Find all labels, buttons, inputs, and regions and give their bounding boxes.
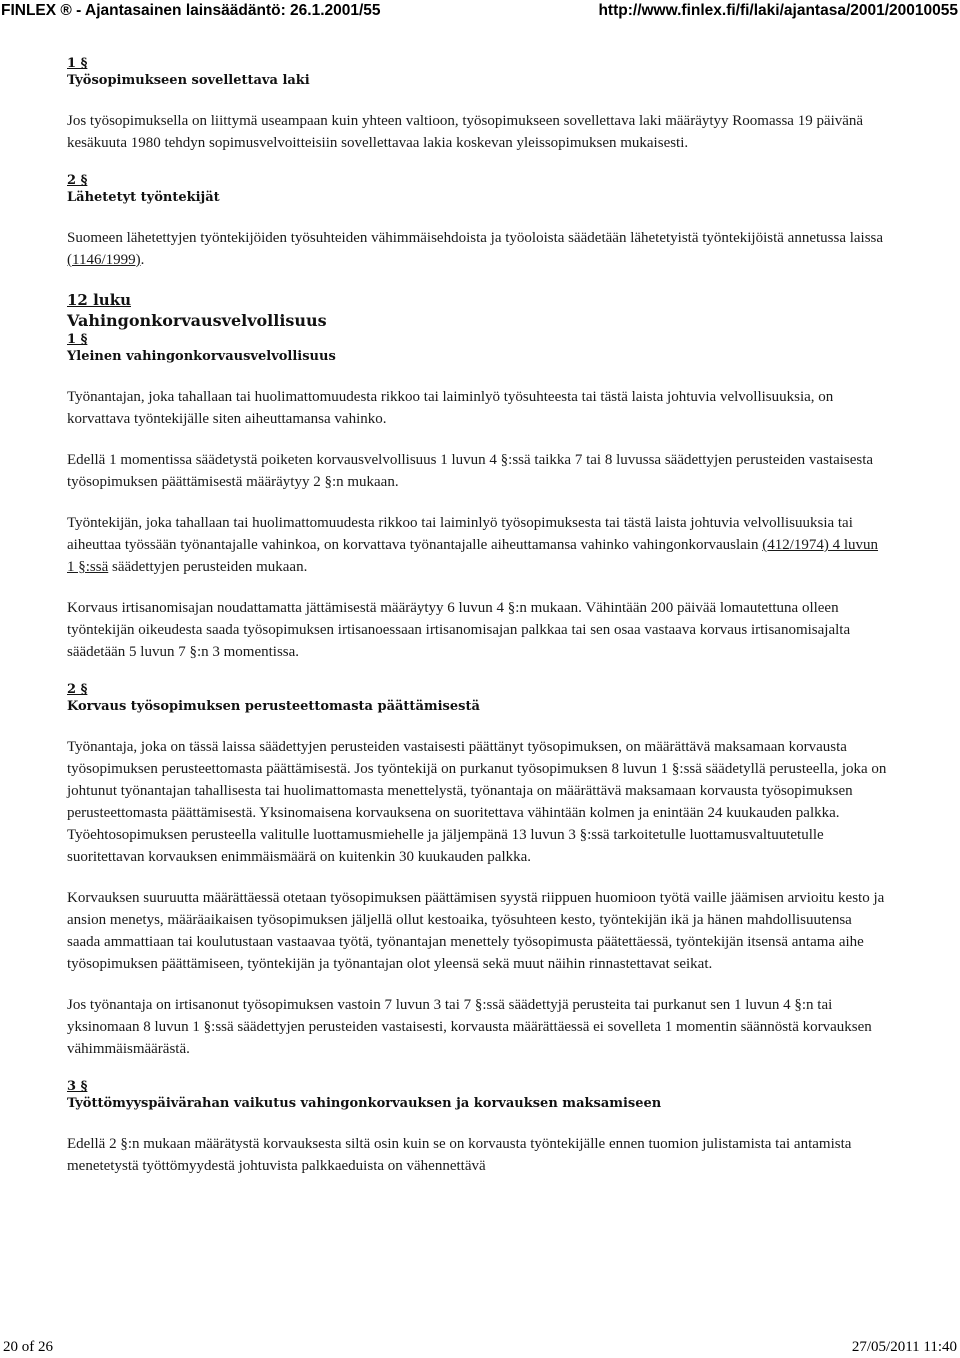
print-footer xyxy=(0,1336,960,1358)
paragraph: Jos työnantaja on irtisanonut työsopimuksen vastoin 7 luvun 3 tai 7 §:ssä säädettyjä perusteita tai purkanut sen 1 luvun 4 §:n tai yksinomaan 8 luvun 1 §:ssä säädettyjen perusteiden vastaisesti, korvausta määrättäessä ei sovelleta 1 momentin säännöstä korvauksen vähimmäismäärästä. xyxy=(67,997,872,1057)
paragraph: Edellä 1 momentissa säädetystä poiketen korvausvelvollisuus 1 luvun 4 §:ssä taikka 7 tai 8 luvussa säädettyjen perusteiden vastaisesta työsopimuksen päättämisestä määräytyy 2 §:n mukaan. xyxy=(67,452,874,490)
statute-link[interactable]: (1146/1999) xyxy=(67,252,141,268)
paragraph-text: säädettyjen perusteiden mukaan. xyxy=(108,559,308,575)
paragraph-text: Suomeen lähetettyjen työntekijöiden työsuhteiden vähimmäisehdoista ja työoloista säädetään lähetetyistä työntekijöistä annetussa laissa xyxy=(67,230,884,246)
chapter-number[interactable]: 12 luku xyxy=(67,291,131,309)
paragraph: Korvauksen suuruutta määrättäessä otetaan työsopimuksen päättämisen syystä riippuen huomioon työtä vaille jäämisen arvioitu kesto ja ansion menetys, määräaikaisen työsopimuksen jäljellä ollut kestoaika, työsuhteen kesto, työntekijän ikä ja hänen mahdollisuutensa saada ammattiaan tai koulutustaan vastaavaa työtä, työnantajan menettely työsopimusta päätettäessä, työntekijän itsensä antama aihe työsopimuksen päättämiseen, työntekijän ja työnantajan olot yleensä sekä muut näihin rinnastettavat seikat. xyxy=(67,890,885,972)
section-number[interactable]: 3 § xyxy=(67,1079,88,1094)
paragraph: Työnantaja, joka on tässä laissa säädettyjen perusteiden vastaisesti päättänyt työsopimuksen, on määrättävä maksamaan korvausta työsopimuksen perusteettomasta päättämisestä. Jos työntekijä on purkanut työsopimuksen 8 luvun 1 §:ssä säädetyllä perusteella, joka on johtunut työnantajan tahallisesta tai huolimattomasta menettelystä, työnantaja on määrättävä maksamaan korvausta työsopimuksen perusteettomasta päättämisestä. Yksinomaisena korvauksena on suoritettava vähintään kolmen ja enintään 24 kuukauden palkka. Työehtosopimuksen perusteella valitulle luottamusmiehelle ja jäljempänä 13 luvun 3 §:ssä tarkoitetulle luottamusvaltuutetulle suoritettavan korvauksen enimmäismäärä on kuitenkin 30 kuukauden palkka. xyxy=(67,739,887,865)
section-number[interactable]: 2 § xyxy=(67,682,88,697)
paragraph: Korvaus irtisanomisajan noudattamatta jättämisestä määräytyy 6 luvun 4 §:n mukaan. Vähintään 200 päivää lomautettuna olleen työntekijän oikeudesta saada työsopimuksen irtisanoessaan irtisanomisajan palkkaa tai sen osaa vastaava korvaus irtisanomisajalta säädetään 5 luvun 7 §:n 3 momentissa. xyxy=(67,600,851,660)
paragraph-text: . xyxy=(140,252,145,268)
statute-link[interactable]: (412/1974) 4 luvun 1 §:ssä xyxy=(67,537,879,575)
paragraph: Työnantajan, joka tahallaan tai huolimattomuudesta rikkoo tai laiminlyö työsuhteesta tai tästä laista johtuvia velvollisuuksia, on korvattava työntekijälle siten aiheuttamansa vahinko. xyxy=(67,389,834,427)
section-title: Lähetetyt työntekijät xyxy=(67,190,220,205)
document-body xyxy=(67,56,887,1196)
paragraph: Edellä 2 §:n mukaan määrätystä korvauksesta siltä osin kuin se on korvausta työntekijälle ennen tuomion julistamista tai antamista menetetystä työttömyydestä johtuvista palkkaeduista on vähennettävä xyxy=(67,1136,852,1174)
section-number[interactable]: 2 § xyxy=(67,173,88,188)
paragraph: Jos työsopimuksella on liittymä useampaan kuin yhteen valtioon, työsopimukseen sovellettava laki määräytyy Roomassa 19 päivänä kesäkuuta 1980 tehdyn sopimusvelvoitteisiin sovellettavaa lakia koskevan yleissopimuksen mukaisesti. xyxy=(67,113,864,151)
paragraph xyxy=(67,512,887,578)
chapter-title: Vahingonkorvausvelvollisuus xyxy=(67,311,327,330)
section-number[interactable]: 1 § xyxy=(67,56,88,71)
header-title: FINLEX ® - Ajantasainen lainsäädäntö: 26.1.2001/55 xyxy=(1,2,381,19)
section-title: Yleinen vahingonkorvausvelvollisuus xyxy=(67,349,336,364)
section-number[interactable]: 1 § xyxy=(67,332,88,347)
print-timestamp: 27/05/2011 11:40 xyxy=(851,1338,957,1355)
print-header xyxy=(0,0,960,22)
section-title: Työsopimukseen sovellettava laki xyxy=(67,73,310,88)
paragraph xyxy=(67,227,887,271)
header-url[interactable]: http://www.finlex.fi/fi/laki/ajantasa/2001/20010055 xyxy=(598,2,958,19)
section-title: Työttömyyspäivärahan vaikutus vahingonkorvauksen ja korvauksen maksamiseen xyxy=(67,1096,662,1111)
paragraph-text: Työntekijän, joka tahallaan tai huolimattomuudesta rikkoo tai laiminlyö työsopimuksesta tai tästä laista johtuvia velvollisuuksia tai aiheuttaa työssään työnantajalle vahinkoa, on korvattava työnantajalle aiheuttamansa vahinko vahingonkorvauslain xyxy=(67,515,853,553)
page-counter: 20 of 26 xyxy=(3,1338,53,1355)
section-title: Korvaus työsopimuksen perusteettomasta päättämisestä xyxy=(67,699,480,714)
